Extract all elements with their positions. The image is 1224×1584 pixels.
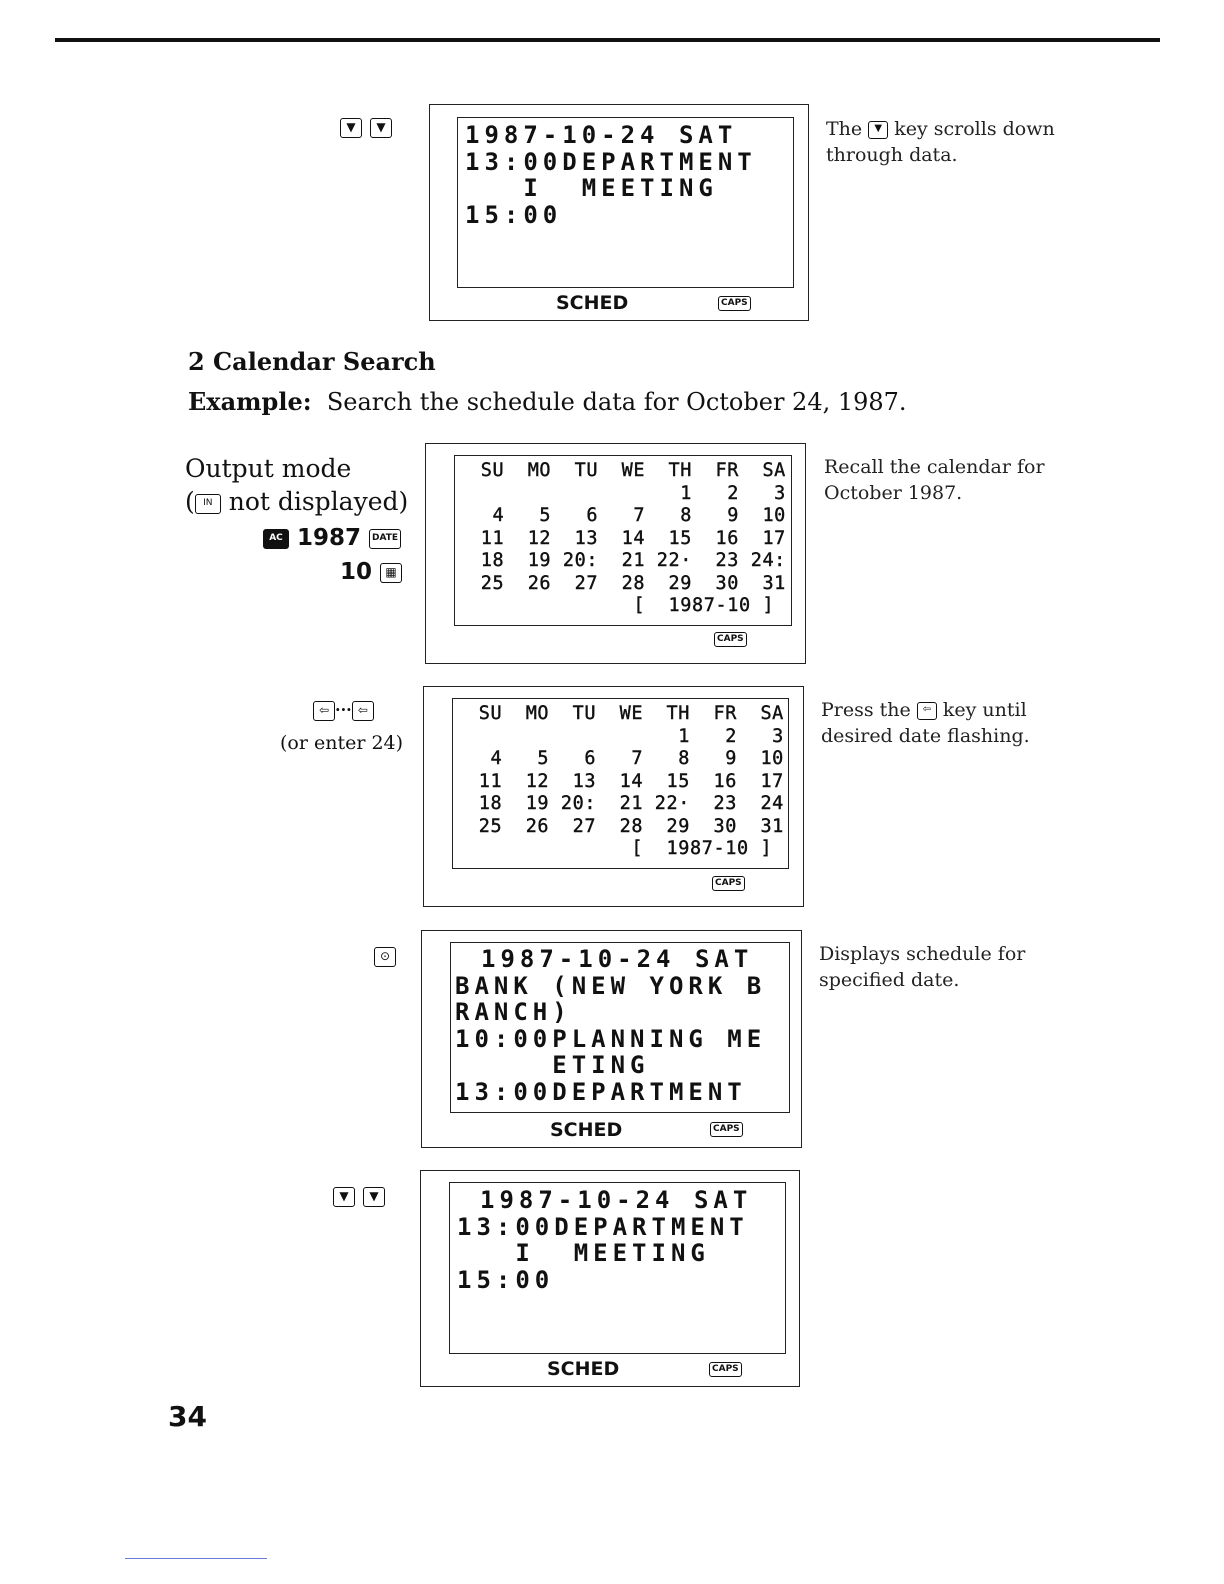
calendar-row: 1 2 3 [469, 482, 786, 504]
calendar-display [454, 455, 792, 626]
or-enter-text: (or enter 24) [280, 732, 404, 754]
lcd-screen-3 [423, 686, 804, 907]
key-sequence-1 [340, 117, 392, 138]
lcd-display [457, 117, 794, 288]
example-text: Search the schedule data for October 24, 1987. [326, 388, 907, 416]
lcd-screen-4 [421, 930, 802, 1148]
lcd-line: 15:00 [465, 200, 563, 229]
caps-indicator-icon: CAPS [710, 1122, 743, 1137]
calendar-header: SU MO TU WE TH FR SA [467, 703, 784, 724]
key-sequence-3 [313, 700, 374, 721]
calendar-row: 18 19 20: 21 22· 23 24: [469, 550, 786, 571]
calendar-row: 11 12 13 14 15 16 17 [467, 770, 784, 792]
lcd-line: 13:00DEPARTMENT [457, 1212, 749, 1241]
down-arrow-key-icon: ▼ [370, 118, 392, 138]
lcd-screen-2 [425, 443, 806, 664]
input-month: 10 [340, 559, 373, 585]
sched-indicator: SCHED [547, 1358, 620, 1380]
key-sequence-4 [374, 946, 396, 967]
caps-indicator-icon: CAPS [714, 632, 747, 647]
lcd-line: 15:00 [457, 1265, 555, 1294]
note-text: The [826, 118, 869, 140]
down-arrow-key-icon: ▼ [340, 118, 362, 138]
input-year: 1987 [297, 525, 362, 551]
example-line [188, 387, 907, 416]
ellipsis: ··· [335, 700, 352, 719]
caps-indicator-icon: CAPS [712, 876, 745, 891]
date-key-icon: DATE [369, 529, 401, 549]
lcd-line: 1987-10-24 SAT [465, 121, 738, 149]
lcd-line: I MEETING [457, 1239, 710, 1267]
calendar-display [452, 698, 789, 869]
calendar-row: 4 5 6 7 8 9 10 [467, 748, 784, 769]
calendar-row: 25 26 27 28 29 30 31 [467, 815, 784, 837]
calendar-row: 1 2 3 [467, 725, 784, 747]
bottom-rule [125, 1558, 267, 1559]
page-number: 34 [168, 1400, 207, 1433]
calendar-header: SU MO TU WE TH FR SA [469, 460, 786, 481]
calendar-row: 11 12 13 14 15 16 17 [469, 527, 786, 549]
lcd-line: BANK (NEW YORK B [455, 971, 767, 1000]
calendar-footer: [ 1987-10 ] [469, 595, 775, 616]
lcd-display [449, 1182, 786, 1354]
lcd-screen-1 [429, 104, 809, 321]
ac-key-icon: AC [263, 529, 289, 549]
key-sequence-2b [340, 559, 402, 585]
output-mode-title: Output mode [185, 454, 352, 483]
left-arrow-key-icon: ⇦ [917, 702, 937, 720]
lcd-line: 13:00DEPARTMENT [455, 1077, 747, 1106]
note-text: key scrolls down through data. [826, 118, 1055, 166]
in-key-icon: IN [195, 494, 221, 514]
lcd-line: RANCH) [455, 998, 572, 1026]
lcd-line: ETING [455, 1051, 650, 1079]
note-2: Recall the calendar for October 1987. [824, 456, 1045, 504]
note-text: key until desired date flashing. [821, 699, 1030, 747]
calendar-footer: [ 1987-10 ] [467, 838, 773, 859]
sched-indicator: SCHED [556, 292, 629, 314]
exec-key-icon: ⊙ [374, 947, 396, 967]
lcd-line: 1987-10-24 SAT [481, 945, 754, 973]
note-text: Press the [821, 699, 917, 721]
top-rule [55, 38, 1160, 42]
note-4: Displays schedule for specified date. [819, 943, 1026, 991]
note-3 [821, 697, 1081, 749]
section-heading: 2 Calendar Search [188, 347, 436, 376]
lcd-line: I MEETING [465, 174, 718, 202]
down-arrow-key-icon: ▼ [333, 1187, 355, 1207]
calendar-row: 4 5 6 7 8 9 10 [469, 505, 786, 526]
note-1 [826, 116, 1086, 168]
output-mode-text [185, 452, 408, 518]
down-arrow-key-icon: ▼ [868, 121, 888, 139]
lcd-line: 1987-10-24 SAT [480, 1186, 753, 1214]
output-mode-subtitle: ( IN not displayed) [185, 487, 409, 516]
example-label: Example: [188, 387, 312, 416]
calendar-row: 18 19 20: 21 22· 23 24 [467, 793, 784, 814]
lcd-line: 13:00DEPARTMENT [465, 147, 757, 176]
left-arrow-key-icon: ⇦ [313, 701, 335, 721]
sched-indicator: SCHED [550, 1119, 623, 1141]
lcd-line: 10:00PLANNING ME [455, 1024, 767, 1053]
calendar-row: 25 26 27 28 29 30 31 [469, 572, 786, 594]
key-sequence-2 [263, 525, 401, 551]
lcd-screen-5 [420, 1170, 800, 1387]
enter-key-icon: ▦ [380, 563, 402, 583]
caps-indicator-icon: CAPS [718, 296, 751, 311]
left-arrow-key-icon: ⇦ [352, 701, 374, 721]
caps-indicator-icon: CAPS [709, 1362, 742, 1377]
down-arrow-key-icon: ▼ [363, 1187, 385, 1207]
key-sequence-5 [333, 1186, 385, 1207]
lcd-display [450, 942, 790, 1113]
